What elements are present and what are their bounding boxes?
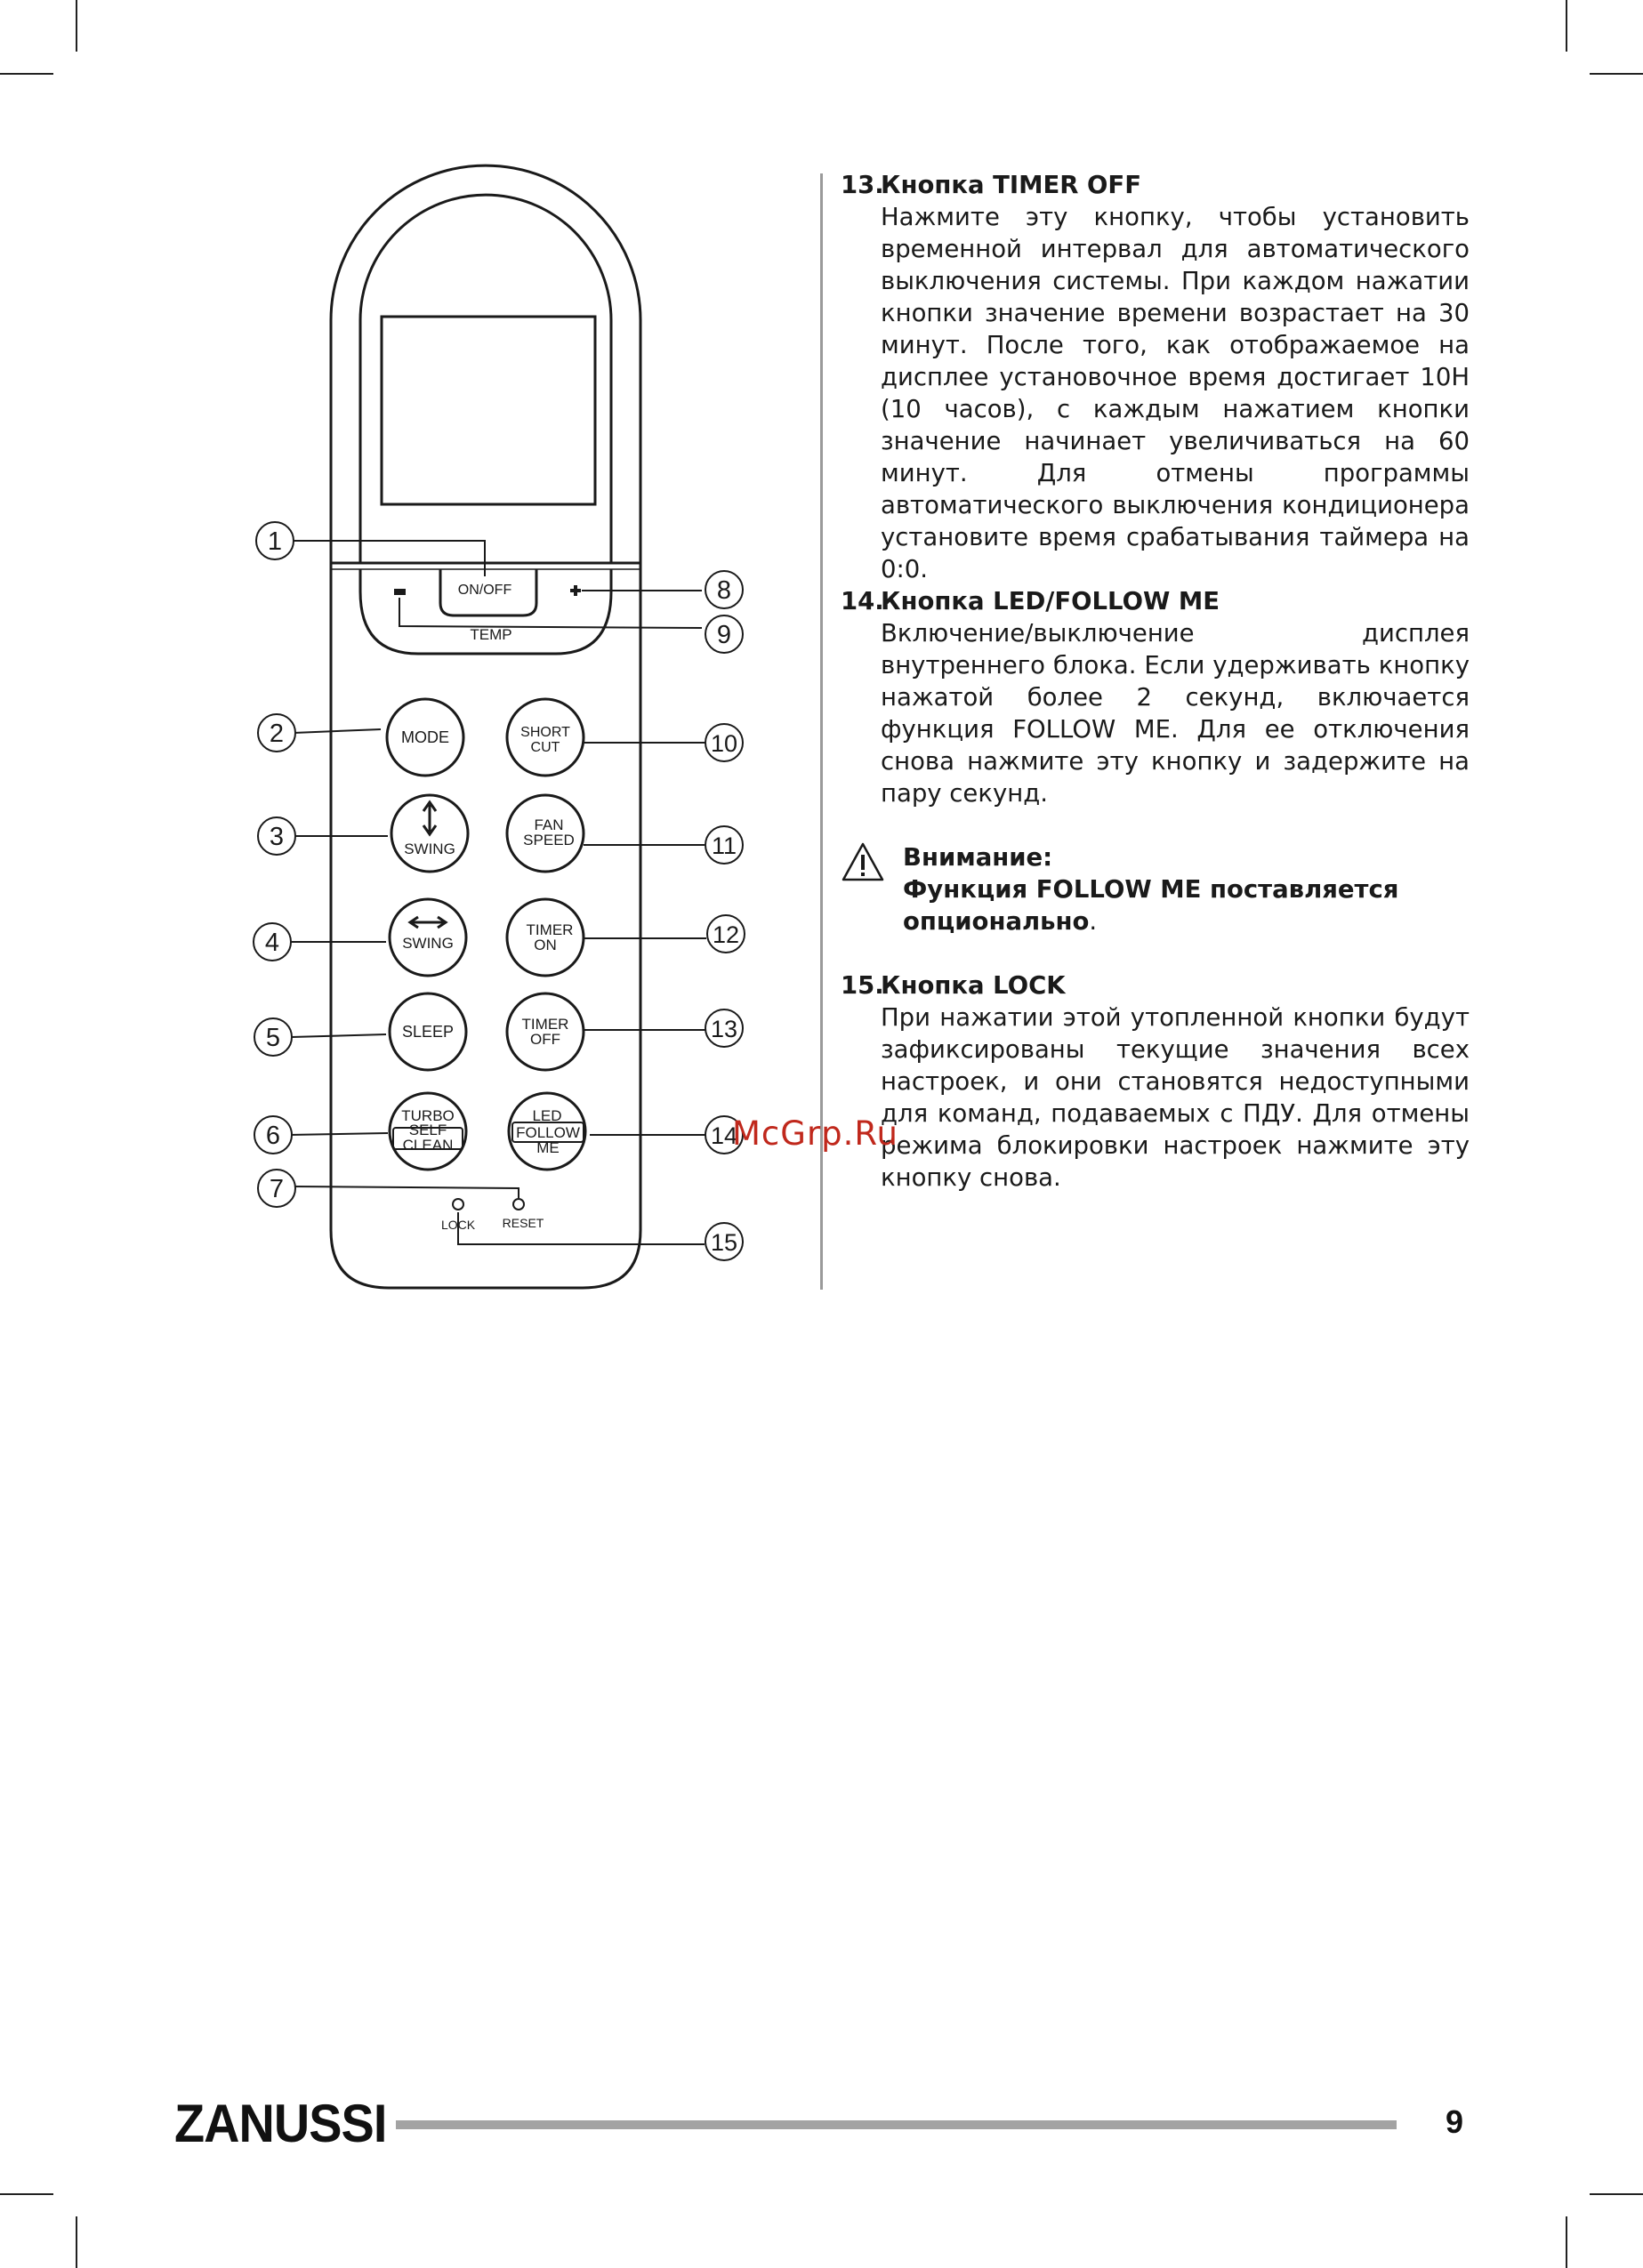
mode-label: MODE	[401, 728, 449, 746]
section-15	[841, 969, 1470, 1194]
sleep-label: SLEEP	[401, 1023, 455, 1041]
watermark: McGrp.Ru	[732, 1114, 898, 1153]
section-heading: Кнопка LOCK	[881, 971, 1066, 1000]
section-14	[841, 585, 1470, 809]
callout-number: 8	[716, 576, 732, 605]
callout-number: 9	[716, 621, 732, 649]
timer-on-label-1: TIMER	[526, 921, 574, 938]
timer-on-label-2: ON	[534, 937, 557, 953]
speed-label: SPEED	[523, 832, 575, 848]
page-number: 9	[1446, 2103, 1464, 2140]
callout-number: 14	[710, 1122, 738, 1149]
callout-number: 12	[712, 921, 740, 948]
temp-minus-icon	[394, 589, 406, 595]
callout-line-2	[294, 729, 381, 733]
callout-line-15	[458, 1212, 705, 1244]
crop-mark	[76, 2216, 77, 2268]
timer-off-label-1: TIMER	[521, 1016, 569, 1033]
warning-block	[841, 841, 1470, 937]
onoff-label: ON/OFF	[457, 583, 512, 598]
brand-logo: ZANUSSI	[174, 2094, 387, 2153]
me-label: ME	[536, 1139, 560, 1156]
section-title	[841, 169, 1470, 201]
horizontal-swing-label: SWING	[402, 935, 454, 952]
section-number: 13.	[841, 171, 884, 199]
callout-line-7	[294, 1186, 519, 1198]
callout-number: 10	[710, 730, 738, 757]
callout-number: 13	[710, 1016, 738, 1042]
section-title	[841, 969, 1470, 1001]
warning-message: Функция FOLLOW ME поставляется опционально	[903, 875, 1399, 936]
callout-number: 3	[269, 823, 285, 851]
callout-number: 5	[265, 1024, 281, 1052]
temp-plus-icon	[570, 585, 581, 596]
callout-number: 11	[711, 832, 737, 859]
turbo-label: TURBO	[401, 1107, 455, 1124]
section-number: 14.	[841, 587, 884, 615]
callout-number: 2	[269, 720, 285, 748]
remote-cover	[360, 195, 611, 563]
callout-number: 7	[269, 1175, 285, 1203]
timer-off-label-2: OFF	[530, 1031, 560, 1048]
cut-label: CUT	[530, 740, 560, 755]
vertical-swing-label: SWING	[404, 840, 455, 857]
warning-title: Внимание:	[903, 843, 1053, 872]
section-body: Нажмите эту кнопку, чтобы установить временной интервал для автоматического выключения системы. При каждом нажатии кнопки значение времени возрастает на 30 минут. После того, как отображаемое на дисплее установочное время достигает 10H (10 часов), с каждым нажатием кнопки значение начинает увеличиваться на 60 минут. Для отмены программы автоматического выключения кондиционера установите время срабатывания таймера на 0:0.	[881, 203, 1470, 583]
footer-bar	[396, 2120, 1397, 2129]
remote-body-bottom	[331, 563, 640, 1288]
lock-hole[interactable]	[453, 1199, 463, 1210]
section-body: Включение/выключение дисплея внутреннего блока. Если удерживать кнопку нажатой более 2 секунд, включается функция FOLLOW ME. Для ее отключения снова нажмите эту кнопку и задержите на пару секунд.	[881, 619, 1470, 808]
reset-label: RESET	[502, 1216, 544, 1230]
follow-label: FOLLOW	[516, 1124, 580, 1141]
callout-line-1	[292, 541, 485, 576]
reset-hole[interactable]	[513, 1199, 524, 1210]
led-label: LED	[532, 1107, 562, 1124]
section-number: 15.	[841, 971, 884, 1000]
horizontal-swing-arrow-icon	[410, 917, 446, 928]
lock-label: LOCK	[440, 1218, 476, 1232]
temp-label: TEMP	[470, 626, 512, 643]
fan-label: FAN	[534, 816, 564, 833]
crop-mark	[1590, 2193, 1643, 2195]
section-heading: Кнопка LED/FOLLOW ME	[881, 587, 1220, 615]
section-13	[841, 169, 1470, 585]
warning-tail: .	[1089, 907, 1098, 936]
crop-mark	[1566, 0, 1567, 52]
callout-number: 4	[264, 929, 280, 957]
section-title	[841, 585, 1470, 617]
crop-mark	[0, 2193, 53, 2195]
callout-number: 15	[710, 1229, 738, 1256]
short-label: SHORT	[520, 725, 570, 740]
section-heading: Кнопка TIMER OFF	[881, 171, 1142, 199]
clean-label: CLEAN	[402, 1137, 454, 1154]
lcd-display	[382, 317, 595, 504]
callout-number: 6	[265, 1122, 281, 1150]
section-body: При нажатии этой утопленной кнопки будут зафиксированы текущие значения всех настроек, и они становятся недоступными для команд, подаваемых с ПДУ. Для отмены режима блокировки настроек нажмите эту кнопку снова.	[881, 1003, 1470, 1192]
warning-triangle-icon	[841, 841, 885, 882]
self-label: SELF	[408, 1122, 447, 1138]
warning-text	[903, 841, 1470, 937]
crop-mark	[1566, 2216, 1567, 2268]
vertical-swing-arrow-icon	[423, 802, 436, 834]
callout-line-5	[292, 1034, 386, 1037]
callout-number: 1	[267, 527, 283, 556]
callout-line-6	[289, 1133, 388, 1135]
remote-control-diagram	[0, 0, 836, 1316]
crop-mark	[1590, 73, 1643, 75]
description-column	[841, 169, 1470, 1194]
